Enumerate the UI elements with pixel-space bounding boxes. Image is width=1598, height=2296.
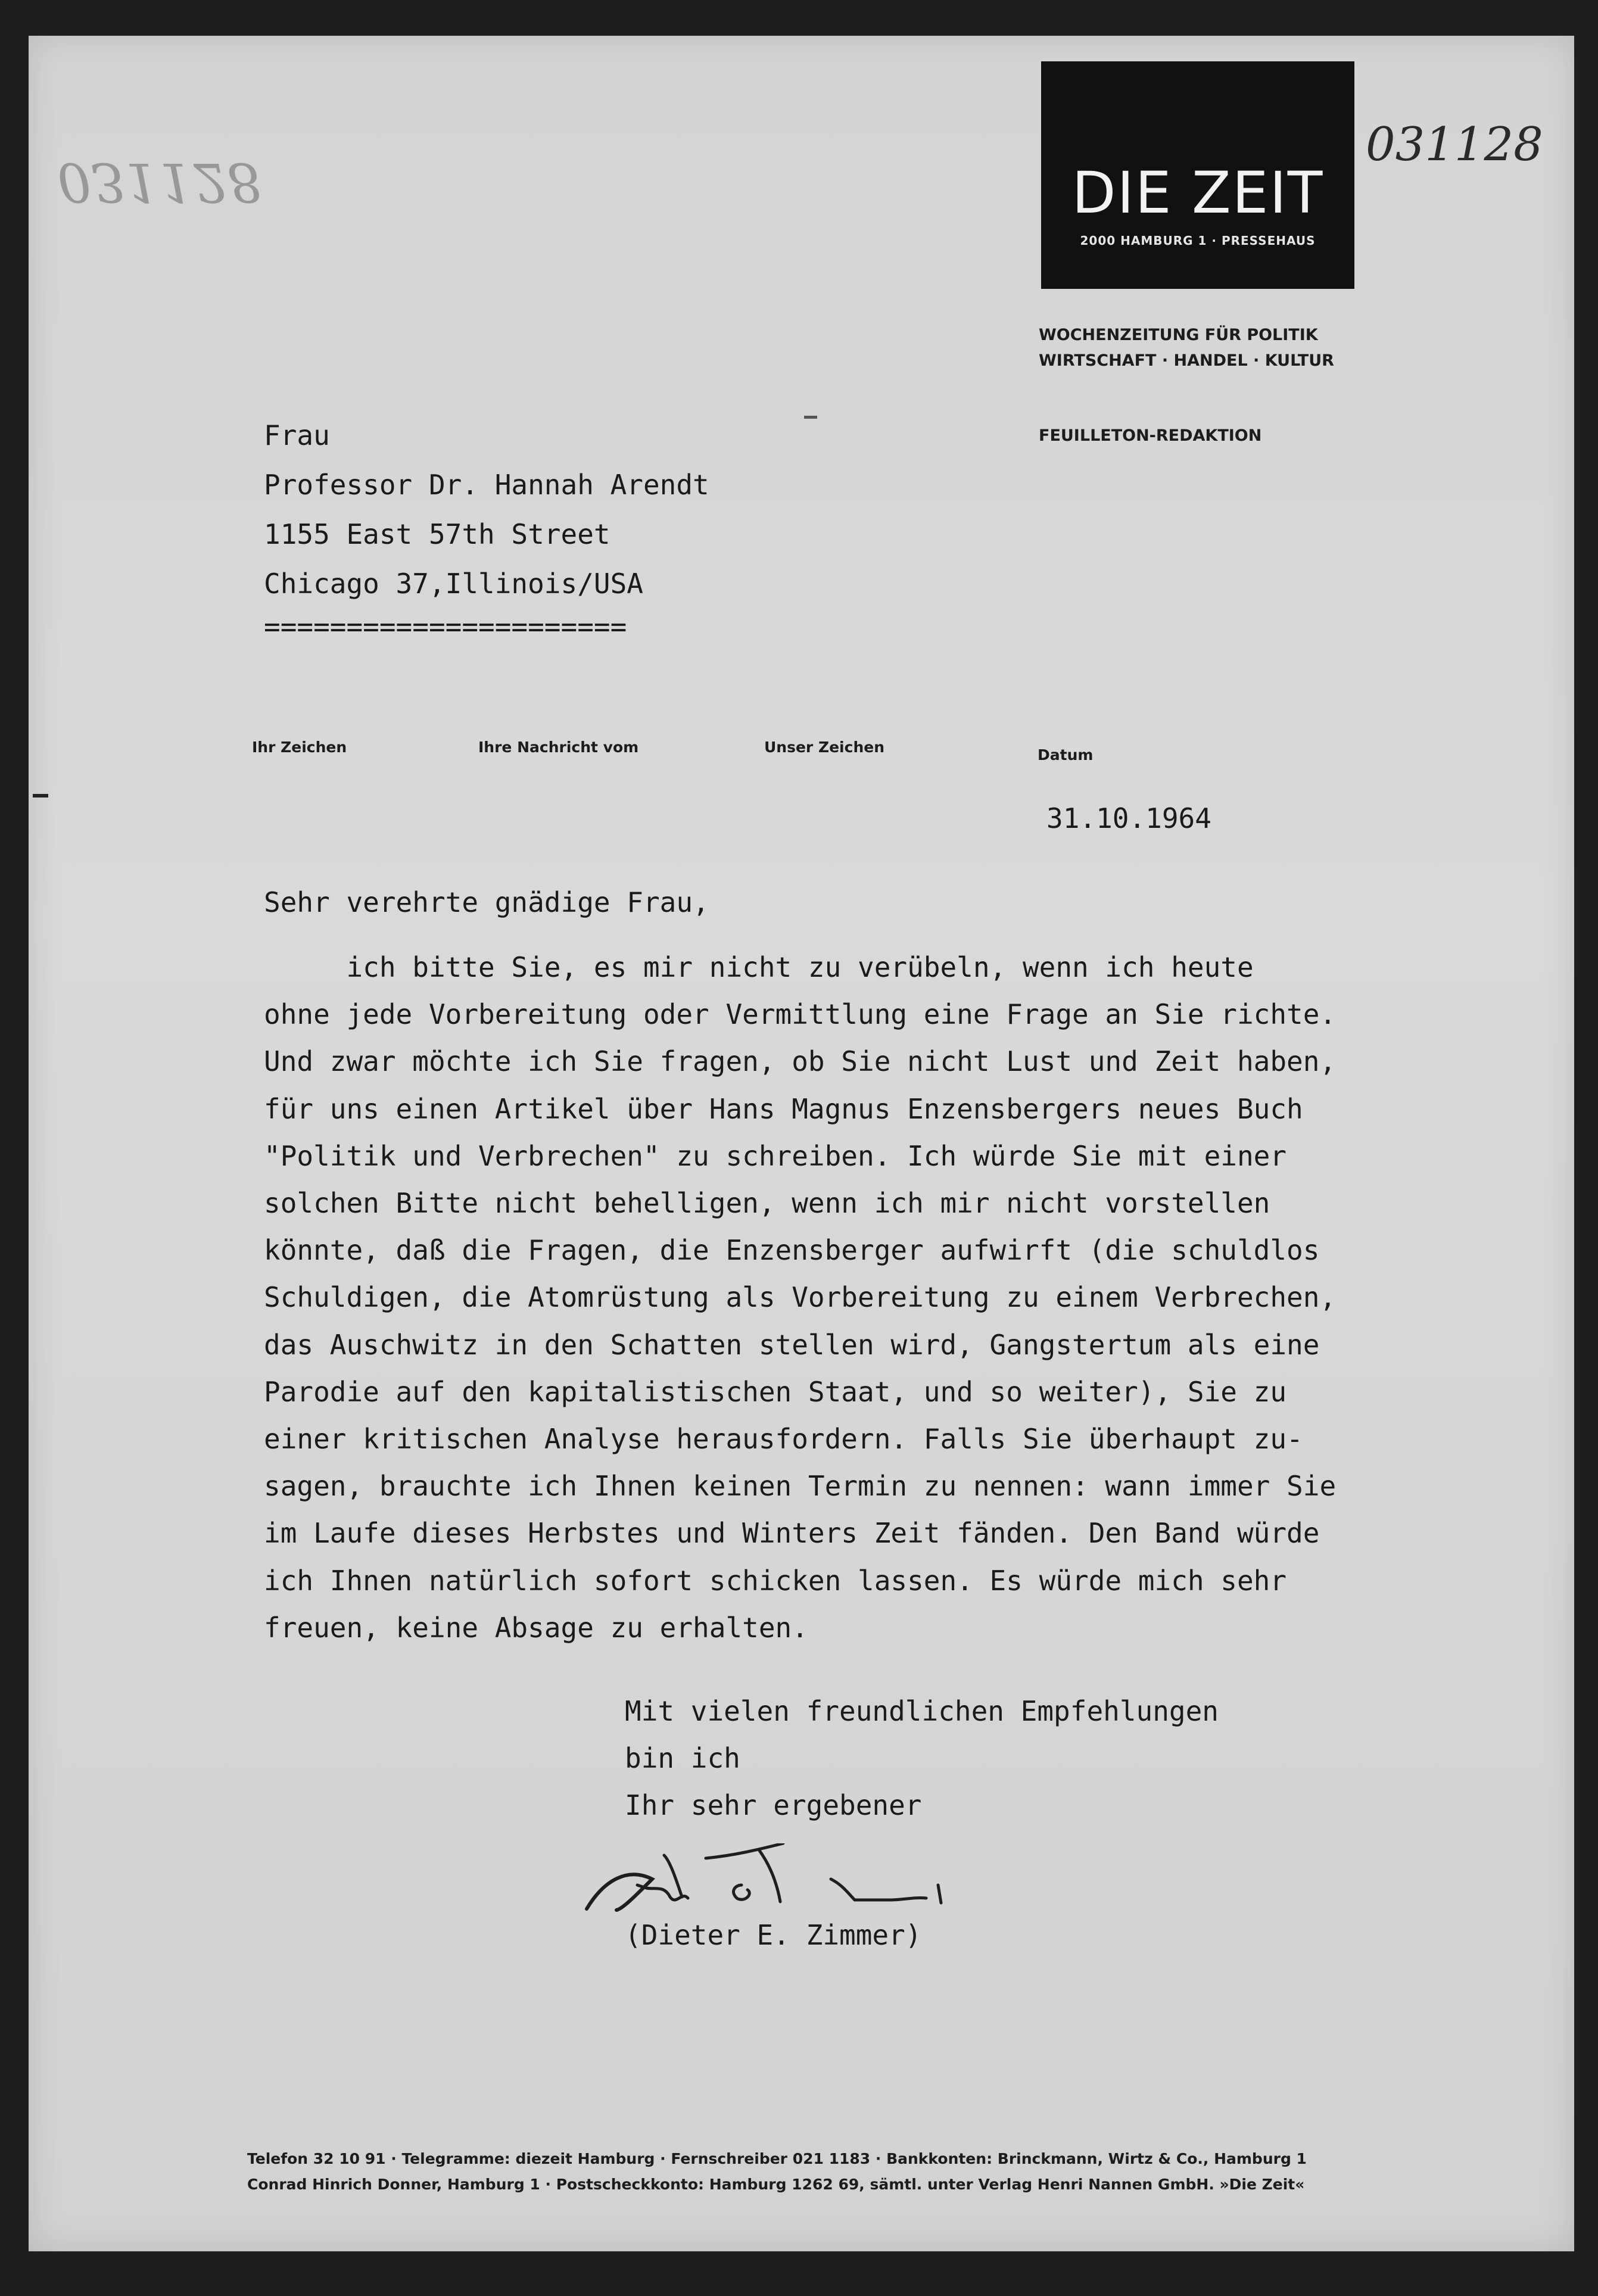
ref-label-your-message: Ihre Nachricht vom [478,739,639,756]
recipient-underline: ====================== [264,610,627,643]
footer-line-1: Telefon 32 10 91 · Telegramme: diezeit Hamburg · Fernschreiber 021 1183 · Bankkonten: Brinckmann, Wirtz & Co., Hamburg 1 [247,2150,1307,2167]
body-line: Parodie auf den kapitalistischen Staat, und so weiter), Sie zu [264,1375,1287,1408]
body-line: "Politik und Verbrechen" zu schreiben. Ich würde Sie mit einer [264,1139,1287,1172]
body-line: ohne jede Vorbereitung oder Vermittlung eine Frage an Sie richte. [264,998,1337,1031]
bleed-through-archive-number [57,151,262,213]
body-line: könnte, daß die Fragen, die Enzensberger aufwirft (die schuldlos [264,1234,1320,1267]
ref-label-our-sign: Unser Zeichen [764,739,884,756]
body-line: im Laufe dieses Herbstes und Winters Zeit fänden. Den Band würde [264,1517,1320,1550]
tagline-line-1: WOCHENZEITUNG FÜR POLITIK [1039,326,1318,344]
recipient-line: Chicago 37,Illinois/USA [264,568,643,600]
body-line: sagen, brauchte ich Ihnen keinen Termin zu nennen: wann immer Sie [264,1470,1337,1503]
archive-number: 031128 [1366,118,1543,172]
closing-line: bin ich [625,1742,740,1774]
closing-line: Ihr sehr ergebener [625,1789,922,1821]
ref-label-date: Datum [1038,746,1094,764]
closing [625,1688,1219,1829]
signature-scrawl [581,1843,1010,1927]
body-line: Schuldigen, die Atomrüstung als Vorbereitung zu einem Verbrechen, [264,1281,1337,1314]
bleed-through-archive-number-text: 031128 [57,151,262,213]
recipient-address [264,411,709,644]
body-line: einer kritischen Analyse herausfordern. Falls Sie überhaupt zu- [264,1423,1303,1456]
body-line: Und zwar möchte ich Sie fragen, ob Sie nicht Lust und Zeit haben, [264,1045,1337,1078]
body-line: das Auschwitz in den Schatten stellen wird, Gangstertum als eine [264,1328,1320,1361]
typewriter-mark [804,416,817,419]
body-line: ich Ihnen natürlich sofort schicken lassen. Es würde mich sehr [264,1564,1287,1597]
ref-label-your-sign: Ihr Zeichen [252,739,347,756]
department-label: FEUILLETON-REDAKTION [1039,426,1262,445]
footer-line-2: Conrad Hinrich Donner, Hamburg 1 · Postscheckkonto: Hamburg 1262 69, sämtl. unter Verlag Henri Nannen GmbH. »Die Zeit« [247,2176,1305,2193]
recipient-line: Frau [264,419,330,451]
fold-mark [33,794,48,797]
salutation: Sehr verehrte gnädige Frau, [264,886,709,918]
letter-body [264,944,1538,1652]
body-line: für uns einen Artikel über Hans Magnus Enzensbergers neues Buch [264,1092,1303,1125]
logo-title: DIE ZEIT [1071,160,1324,226]
body-line: freuen, keine Absage zu erhalten. [264,1611,808,1644]
signer-name: (Dieter E. Zimmer) [625,1919,922,1951]
recipient-line: 1155 East 57th Street [264,518,610,550]
closing-line: Mit vielen freundlichen Empfehlungen [625,1695,1219,1727]
recipient-line: Professor Dr. Hannah Arendt [264,469,709,501]
tagline-line-2: WIRTSCHAFT · HANDEL · KULTUR [1039,351,1334,370]
body-line: ich bitte Sie, es mir nicht zu verübeln, wenn ich heute [264,951,1254,983]
body-line: solchen Bitte nicht behelligen, wenn ich mir nicht vorstellen [264,1187,1270,1220]
letter-date: 31.10.1964 [1046,802,1211,834]
logo-address: 2000 HAMBURG 1 · PRESSEHAUS [1080,233,1316,248]
